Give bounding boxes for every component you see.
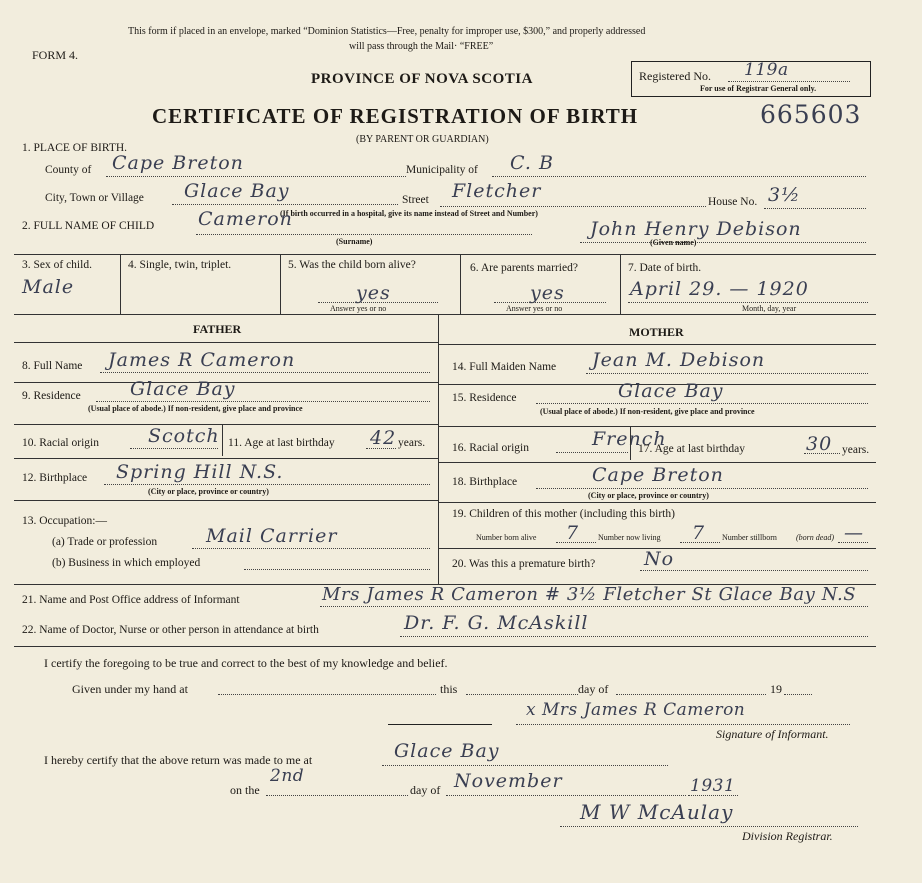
child-given-value: John Henry Debison [590, 218, 802, 240]
father-age-suffix: years. [398, 437, 426, 449]
mother-birthplace-label: 18. Birthplace [452, 476, 518, 488]
sex-label: 3. Sex of child. [22, 259, 92, 271]
informant-signature-caption: Signature of Informant. [716, 727, 829, 741]
mother-age-label: 17. Age at last birthday [638, 443, 745, 455]
now-living-value: 7 [692, 522, 706, 544]
county-value: Cape Breton [112, 152, 244, 174]
form-number: FORM 4. [32, 48, 79, 62]
married-caption: Answer yes or no [506, 304, 563, 313]
alive-value: yes [356, 282, 391, 304]
certificate-title: CERTIFICATE OF REGISTRATION OF BIRTH [152, 104, 639, 128]
mother-heading: MOTHER [629, 325, 684, 339]
return-statement: I hereby certify that the above return was made to me at [44, 753, 313, 767]
given-caption: (Given name) [650, 238, 697, 247]
this-label: this [440, 682, 458, 696]
place-section-label: 1. PLACE OF BIRTH. [22, 142, 128, 154]
married-label: 6. Are parents married? [470, 262, 578, 274]
registered-note: For use of Registrar General only. [700, 84, 817, 93]
business-label: (b) Business in which employed [52, 557, 201, 569]
occupation-label: 13. Occupation:— [22, 515, 107, 527]
father-birthplace-note: (City or place, province or country) [148, 487, 269, 496]
city-value: Glace Bay [184, 180, 290, 202]
province-heading: PROVINCE OF NOVA SCOTIA [311, 71, 533, 87]
given-under-label: Given under my hand at [72, 682, 188, 696]
father-name-value: James R Cameron [108, 349, 296, 371]
mother-residence-value: Glace Bay [618, 380, 724, 402]
registrar-caption: Division Registrar. [742, 829, 833, 843]
child-surname-value: Cameron [198, 208, 293, 230]
father-residence-label: 9. Residence [22, 390, 81, 402]
now-living-label: Number now living [598, 533, 661, 542]
alive-label: 5. Was the child born alive? [288, 259, 416, 271]
registrar-signature: M W McAulay [580, 800, 734, 824]
father-age-value: 42 [370, 427, 397, 449]
mother-racial-value: French [592, 428, 667, 450]
year-prefix: 19 [770, 682, 782, 696]
city-label: City, Town or Village [45, 192, 144, 204]
father-age-label: 11. Age at last birthday [228, 437, 335, 449]
sex-value: Male [22, 276, 75, 298]
certificate-subtitle: (BY PARENT OR GUARDIAN) [356, 134, 489, 145]
alive-caption: Answer yes or no [330, 304, 387, 313]
street-value: Fletcher [452, 180, 542, 202]
stillborn-label: Number stillborn [722, 533, 777, 542]
hospital-note: (If birth occurred in a hospital, give its name instead of Street and Number) [280, 209, 538, 218]
father-residence-note: (Usual place of abode.) If non-resident, give place and province [88, 404, 303, 413]
mother-residence-note: (Usual place of abode.) If non-resident, give place and province [540, 407, 755, 416]
doctor-value: Dr. F. G. McAskill [404, 612, 589, 634]
certificate-number: 665603 [760, 100, 862, 129]
registered-value: 119a [744, 60, 789, 80]
day-of-label: day of [578, 682, 609, 696]
mother-birthplace-note: (City or place, province or country) [588, 491, 709, 500]
stillborn-note: (born dead) [796, 533, 834, 542]
surname-caption: (Surname) [336, 237, 373, 246]
notice-line-1: This form if placed in an envelope, marked “Dominion Statistics—Free, penalty for improper use, $300,” and properly addressed [128, 26, 646, 37]
mother-name-value: Jean M. Debison [592, 349, 766, 371]
certify-statement: I certify the foregoing to be true and correct to the best of my knowledge and belief. [44, 656, 448, 670]
return-year-value: 1931 [690, 776, 736, 796]
on-the-value: 2nd [270, 766, 305, 786]
mother-age-suffix: years. [842, 444, 870, 456]
children-label: 19. Children of this mother (including this birth) [452, 508, 675, 520]
premature-value: No [644, 548, 675, 570]
father-residence-value: Glace Bay [130, 378, 236, 400]
informant-value: Mrs James R Cameron # 3½ Fletcher St Glace Bay N.S [322, 584, 857, 605]
child-name-label: 2. FULL NAME OF CHILD [22, 220, 155, 232]
municipality-label: Municipality of [406, 164, 478, 176]
street-label: Street [402, 194, 429, 206]
father-birthplace-value: Spring Hill N.S. [116, 461, 284, 483]
return-day-of-label: day of [410, 783, 441, 797]
house-label: House No. [708, 196, 758, 208]
informant-label: 21. Name and Post Office address of Informant [22, 594, 240, 606]
house-value: 3½ [768, 184, 801, 206]
dob-label: 7. Date of birth. [628, 262, 702, 274]
father-birthplace-label: 12. Birthplace [22, 472, 88, 484]
trade-value: Mail Carrier [206, 525, 338, 547]
mother-racial-label: 16. Racial origin [452, 442, 529, 454]
registered-label: Registered No. [639, 69, 711, 83]
informant-signature: x Mrs James R Cameron [526, 700, 746, 720]
father-racial-label: 10. Racial origin [22, 437, 99, 449]
born-alive-label: Number born alive [476, 533, 537, 542]
return-place-value: Glace Bay [394, 740, 500, 762]
return-month-value: November [454, 770, 563, 792]
single-label: 4. Single, twin, triplet. [128, 259, 232, 271]
married-value: yes [530, 282, 565, 304]
dob-value: April 29. — 1920 [630, 278, 809, 300]
father-name-label: 8. Full Name [22, 360, 83, 372]
born-alive-value: 7 [566, 522, 580, 544]
father-heading: FATHER [193, 322, 242, 336]
mother-birthplace-value: Cape Breton [592, 464, 724, 486]
doctor-label: 22. Name of Doctor, Nurse or other person in attendance at birth [22, 624, 319, 636]
registered-number-box [631, 61, 871, 97]
mother-name-label: 14. Full Maiden Name [452, 361, 557, 373]
stillborn-value: — [844, 522, 864, 544]
premature-label: 20. Was this a premature birth? [452, 558, 596, 570]
municipality-value: C. B [510, 152, 554, 174]
county-label: County of [45, 164, 92, 176]
dob-caption: Month, day, year [742, 304, 797, 313]
on-the-label: on the [230, 783, 260, 797]
father-racial-value: Scotch [148, 425, 220, 447]
mother-age-value: 30 [806, 433, 833, 455]
mother-residence-label: 15. Residence [452, 392, 517, 404]
notice-line-2: will pass through the Mail· “FREE” [349, 41, 494, 52]
trade-label: (a) Trade or profession [52, 536, 158, 548]
